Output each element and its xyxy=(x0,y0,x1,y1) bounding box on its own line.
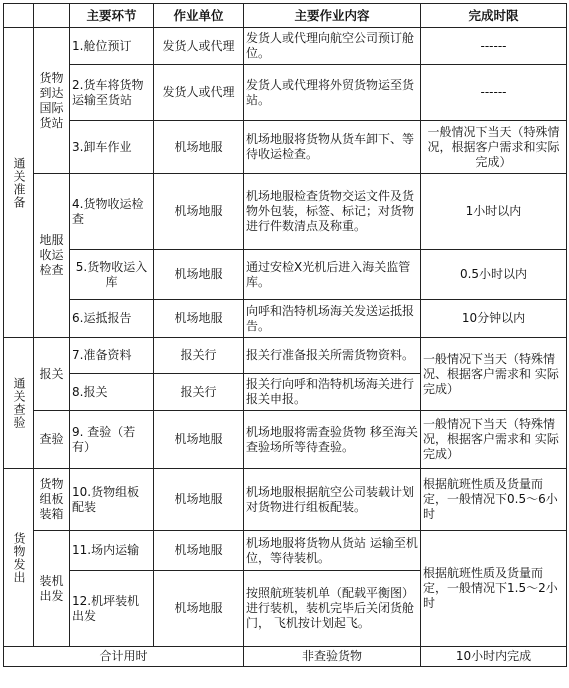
content-cell: 机场地服将需查验货物 移至海关查验场所等待查验。 xyxy=(244,411,421,469)
total-time-note: 非查验货物 xyxy=(244,647,421,667)
step-cell: 10.货物组板配装 xyxy=(70,469,154,531)
unit-cell: 机场地服 xyxy=(154,174,244,250)
footer-row xyxy=(4,647,567,667)
content-cell: 发货人或代理向航空公司预订舱位。 xyxy=(244,28,421,65)
step-cell: 12.机坪装机出发 xyxy=(70,571,154,647)
header-main-step: 主要环节 xyxy=(70,4,154,28)
table-row xyxy=(4,28,567,65)
limit-cell: 根据航班性质及货量而定，一般情况下0.5～6小时 xyxy=(421,469,567,531)
step-cell: 1.舱位预订 xyxy=(70,28,154,65)
table-row xyxy=(4,338,567,374)
limit-cell: 0.5小时以内 xyxy=(421,250,567,300)
total-time-label: 合计用时 xyxy=(4,647,244,667)
step-cell: 5.货物收运入库 xyxy=(70,250,154,300)
header-work-unit: 作业单位 xyxy=(154,4,244,28)
unit-cell: 机场地服 xyxy=(154,531,244,571)
content-cell: 报关行准备报关所需货物资料。 xyxy=(244,338,421,374)
unit-cell: 发货人或代理 xyxy=(154,65,244,121)
content-cell: 报关行向呼和浩特机场海关进行报关申报。 xyxy=(244,374,421,411)
table-row xyxy=(4,300,567,338)
limit-cell: 一般情况下当天（特殊情况、根据客户需求和 实际完成） xyxy=(421,338,567,411)
step-cell: 4.货物收运检查 xyxy=(70,174,154,250)
header-group-blank xyxy=(4,4,34,28)
unit-cell: 机场地服 xyxy=(154,571,244,647)
step-cell: 2.货车将货物运输至货站 xyxy=(70,65,154,121)
group-customs-inspection: 通关查验 xyxy=(4,338,34,469)
content-cell: 按照航班装机单（配载平衡图）进行装机，装机完毕后关闭货舱门， 飞机按计划起飞。 xyxy=(244,571,421,647)
step-cell: 6.运抵报告 xyxy=(70,300,154,338)
table-row xyxy=(4,531,567,571)
table-row xyxy=(4,65,567,121)
header-time-limit: 完成时限 xyxy=(421,4,567,28)
content-cell: 通过安检X光机后进入海关监管库。 xyxy=(244,250,421,300)
step-cell: 11.场内运输 xyxy=(70,531,154,571)
limit-cell: 一般情况下当天（特殊情况，根据客户需求和 实际完成） xyxy=(421,411,567,469)
unit-cell: 报关行 xyxy=(154,374,244,411)
subgroup-inspect: 查验 xyxy=(34,411,70,469)
step-cell: 9. 查验（若有） xyxy=(70,411,154,469)
subgroup-load-depart: 装机出发 xyxy=(34,531,70,647)
subgroup-build-board: 货物组板装箱 xyxy=(34,469,70,531)
header-main-content: 主要作业内容 xyxy=(244,4,421,28)
unit-cell: 机场地服 xyxy=(154,300,244,338)
unit-cell: 机场地服 xyxy=(154,411,244,469)
total-time-value: 10小时内完成 xyxy=(421,647,567,667)
unit-cell: 机场地服 xyxy=(154,250,244,300)
step-cell: 8.报关 xyxy=(70,374,154,411)
subgroup-ground-receive: 地服收运检查 xyxy=(34,174,70,338)
unit-cell: 机场地服 xyxy=(154,469,244,531)
subgroup-arrive-station: 货物到达国际货站 xyxy=(34,28,70,174)
unit-cell: 报关行 xyxy=(154,338,244,374)
content-cell: 发货人或代理将外贸货物运至货站。 xyxy=(244,65,421,121)
limit-cell: 根据航班性质及货量而定，一般情况下1.5～2小时 xyxy=(421,531,567,647)
content-cell: 机场地服检查货物交运文件及货物外包装，标签、标记；对货物进行件数清点及称重。 xyxy=(244,174,421,250)
limit-cell: 10分钟以内 xyxy=(421,300,567,338)
header-subgroup-blank xyxy=(34,4,70,28)
content-cell: 机场地服将货物从货站 运输至机位，等待装机。 xyxy=(244,531,421,571)
group-cargo-departure: 货物发出 xyxy=(4,469,34,647)
group-customs-prep: 通关准备 xyxy=(4,28,34,338)
step-cell: 3.卸车作业 xyxy=(70,121,154,174)
limit-cell: 一般情况下当天（特殊情况，根据客户需求和实际完成） xyxy=(421,121,567,174)
step-cell: 7.准备资料 xyxy=(70,338,154,374)
limit-cell: 1小时以内 xyxy=(421,174,567,250)
table-row xyxy=(4,250,567,300)
process-table-wrapper xyxy=(3,3,567,667)
table-row xyxy=(4,469,567,531)
export-cargo-process-table xyxy=(3,3,567,667)
content-cell: 机场地服将货物从货车卸下、等待收运检查。 xyxy=(244,121,421,174)
header-row xyxy=(4,4,567,28)
limit-cell: ------ xyxy=(421,65,567,121)
unit-cell: 机场地服 xyxy=(154,121,244,174)
content-cell: 机场地服根据航空公司装载计划对货物进行组板配装。 xyxy=(244,469,421,531)
table-row xyxy=(4,174,567,250)
table-row xyxy=(4,121,567,174)
table-row xyxy=(4,411,567,469)
unit-cell: 发货人或代理 xyxy=(154,28,244,65)
limit-cell: ------ xyxy=(421,28,567,65)
subgroup-declare: 报关 xyxy=(34,338,70,411)
content-cell: 向呼和浩特机场海关发送运抵报告。 xyxy=(244,300,421,338)
